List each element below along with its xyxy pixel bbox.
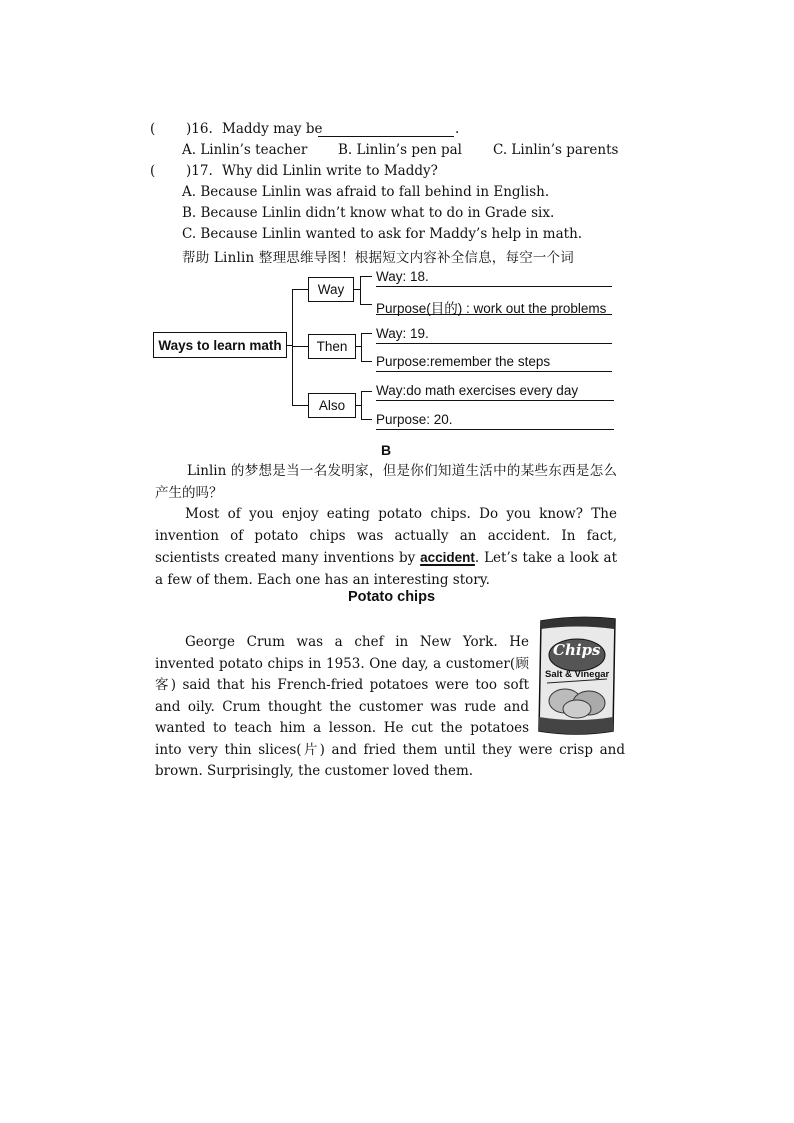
- q17-option-c: C. Because Linlin wanted to ask for Maddy’s help in math.: [182, 226, 583, 242]
- underline: [376, 400, 614, 401]
- q16-stem: Maddy may be: [222, 121, 323, 137]
- connector: [292, 289, 293, 406]
- q16-number: )16.: [186, 121, 213, 137]
- section-b-intro: Linlin 的梦想是当一名发明家，但是你们知道生活中的某些东西是怎么产生的吗？: [155, 463, 617, 501]
- q16-option-b: B. Linlin’s pen pal: [338, 142, 462, 158]
- connector: [360, 276, 361, 305]
- chips-flavor-text: Salt & Vinegar: [545, 669, 610, 680]
- mindmap-root: Ways to learn math: [153, 332, 287, 358]
- q17-number: )17.: [186, 163, 213, 179]
- mindmap-instruction: 帮助 Linlin 整理思维导图！根据短文内容补全信息，每空一个词: [182, 250, 574, 266]
- mindmap-way-18: Way: 18.: [376, 269, 429, 284]
- q16-end: .: [455, 121, 460, 137]
- section-b-paragraph-2: George Crum was a chef in New York. He invented potato chips in 1953. One day, a customer(顾客) said that his French-fried potatoes were too soft and oily. Crum thought the customer was rude and wanted to teach him a lesson. He cut the potatoes into very thin slices(片) and fried them until they were crisp and brown. Surprisingly, the customer loved them.: [155, 634, 625, 779]
- connector: [361, 361, 372, 362]
- connector: [292, 405, 308, 406]
- keyword-accident: accident: [420, 550, 475, 565]
- connector: [361, 333, 362, 362]
- mindmap-branch-way: Way: [308, 277, 354, 302]
- blank-20[interactable]: [376, 429, 614, 430]
- q16-paren: (: [150, 121, 156, 137]
- underline: [376, 371, 612, 372]
- connector: [360, 276, 372, 277]
- blank-19[interactable]: [376, 343, 612, 344]
- section-b-heading: B: [381, 442, 392, 458]
- mindmap-way-19: Way: 19.: [376, 326, 429, 341]
- section-b-paragraph-1: Most of you enjoy eating potato chips. Do you know? The invention of potato chips was actually an accident. In fact, scientists created many inventions by accident. Let’s take a look at a few of them. Each one has an interesting story.: [155, 506, 617, 588]
- underline: [376, 314, 612, 315]
- mindmap-purpose-1: Purpose(目的) : work out the problems: [376, 301, 607, 316]
- q16-option-a: A. Linlin’s teacher: [182, 142, 308, 158]
- connector: [360, 304, 372, 305]
- q16-option-c: C. Linlin’s parents: [493, 142, 619, 158]
- chips-brand-text: Chips: [553, 641, 601, 659]
- blank-18[interactable]: [376, 286, 612, 287]
- q17-option-a: A. Because Linlin was afraid to fall behind in English.: [182, 184, 550, 200]
- q16-answer-blank[interactable]: [318, 136, 454, 137]
- connector: [292, 346, 308, 347]
- connector: [361, 391, 362, 420]
- connector: [361, 419, 372, 420]
- potato-chips-subheading: Potato chips: [348, 589, 436, 605]
- connector: [361, 333, 372, 334]
- q17-stem: Why did Linlin write to Maddy?: [222, 163, 438, 179]
- q17-paren: (: [150, 163, 156, 179]
- mindmap-branch-then: Then: [308, 334, 356, 359]
- mindmap-purpose-2: Purpose:remember the steps: [376, 354, 551, 369]
- mindmap-way-3: Way:do math exercises every day: [376, 383, 579, 398]
- mindmap-branch-also: Also: [308, 393, 356, 418]
- connector: [361, 391, 372, 392]
- connector: [292, 289, 308, 290]
- mindmap-purpose-20: Purpose: 20.: [376, 412, 453, 427]
- q17-option-b: B. Because Linlin didn’t know what to do in Grade six.: [182, 205, 555, 221]
